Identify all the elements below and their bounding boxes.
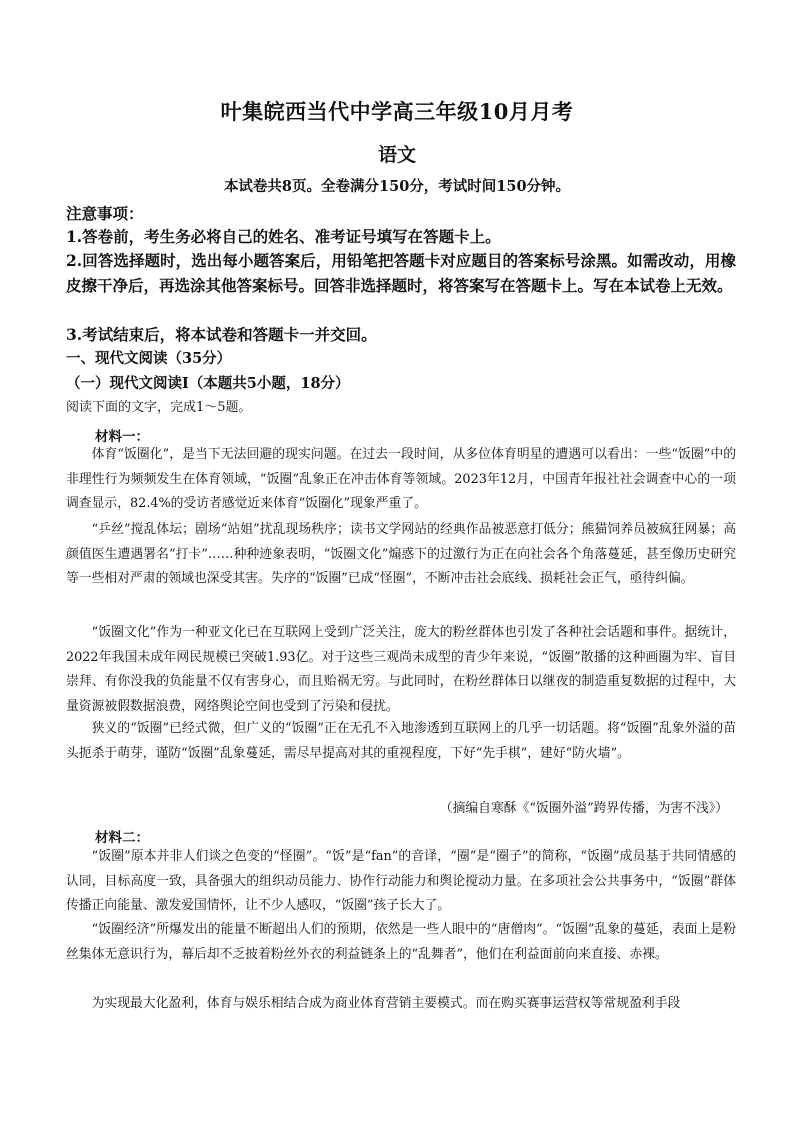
- material-2-paragraph: “饭圈”原本并非人们谈之色变的“怪圈”。“饭”是“fan”的音译，“圈”是“圈子”的简称，“饭圈”成员基于共同情感的认同，目标高度一致，具备强大的组织动员能力、协作行动能力和舆论搅动力量。在多项社会公共事务中，“饭圈”群体传播正向能量、激发爱国情怀，让不少人感叹，“饭圈”孩子长大了。: [66, 849, 736, 914]
- subject-title: 语文: [377, 144, 416, 166]
- notice-heading: 注意事项：: [66, 204, 144, 223]
- material-2-paragraph: “饭圈经济”所爆发出的能量不断超出人们的预期，依然是一些人眼中的“唐僧肉”。“饭圈”乱象的蔓延，表面上是粉丝集体无意识行为，幕后却不乏披着粉丝外衣的利益链条上的“乱舞者”，他们在利益面前向来直接、赤裸。: [66, 922, 736, 962]
- exam-title: 叶集皖西当代中学高三年级10月月考: [220, 99, 574, 124]
- reading-instruction: 阅读下面的文字，完成1～5题。: [66, 400, 252, 415]
- material-2-paragraph: 为实现最大化盈利，体育与娱乐相结合成为商业体育营销主要模式。而在购买赛事运营权等常规盈利手段: [91, 996, 681, 1011]
- material-1-paragraph: “乒丝”搅乱体坛；剧场“站姐”扰乱现场秩序；读书文学网站的经典作品被恶意打低分；熊猫饲养员被疯狂网暴；高颜值医生遭遇署名“打卡”……种种迹象表明，“饭圈文化”煽惑下的过激行为正在向社会各个角落蔓延，甚至像历史研究等一些相对严肃的领域也深受其害。失序的“饭圈”已成“怪圈”，不断冲击社会底线、损耗社会正气，亟待纠偏。: [66, 522, 736, 587]
- section-title: 一、现代文阅读（35分）: [66, 350, 232, 367]
- notice-item-2: 2.回答选择题时，选出每小题答案后，用铅笔把答题卡对应题目的答案标号涂黑。如需改动，用橡皮擦干净后，再选涂其他答案标号。回答非选择题时，将答案写在答题卡上。写在本试卷上无效。: [66, 251, 736, 295]
- material-1-source: （摘编自寒酥《“饭圈外溢”跨界传播，为害不浅》）: [439, 801, 728, 816]
- material-1-label: 材料一：: [95, 429, 149, 445]
- section-subtitle: （一）现代文阅读Ⅰ（本题共5小题，18分）: [66, 375, 350, 392]
- material-1-paragraph: 体育“饭圈化”，是当下无法回避的现实问题。在过去一段时间，从多位体育明星的遭遇可以看出：一些“饭圈”中的非理性行为频频发生在体育领域，“饭圈”乱象正在冲击体育等领域。2023年12月，中国青年报社社会调查中心的一项调查显示，82.4%的受访者感觉近来体育“饭圈化”现象严重了。: [66, 447, 736, 512]
- notice-item-3: 3.考试结束后，将本试卷和答题卡一并交回。: [66, 325, 377, 344]
- notice-item-1: 1.答卷前，考生务必将自己的姓名、准考证号填写在答题卡上。: [66, 227, 501, 246]
- material-2-label: 材料二：: [95, 830, 149, 846]
- material-1-paragraph: 狭义的“饭圈”已经式微，但广义的“饭圈”正在无孔不入地渗透到互联网上的几乎一切话题。将“饭圈”乱象外溢的苗头扼杀于萌芽，谨防“饭圈”乱象蔓延，需尽早提高对其的重视程度，下好“先手棋”，建好“防火墙”。: [66, 721, 736, 761]
- exam-info: 本试卷共8页。全卷满分150分，考试时间150分钟。: [223, 178, 571, 195]
- material-1-paragraph: “饭圈文化”作为一种亚文化已在互联网上受到广泛关注，庞大的粉丝群体也引发了各种社会话题和事件。据统计，2022年我国未成年网民规模已突破1.93亿。对于这些三观尚未成型的青少年来说，“饭圈”散播的这种画圈为牢、盲目崇拜、有你没我的负能量不仅有害身心，而且贻祸无穷。与此同时，在粉丝群体日以继夜的制造重复数据的过程中，大量资源被假数据浪费，网络舆论空间也受到了污染和侵扰。: [66, 625, 736, 714]
